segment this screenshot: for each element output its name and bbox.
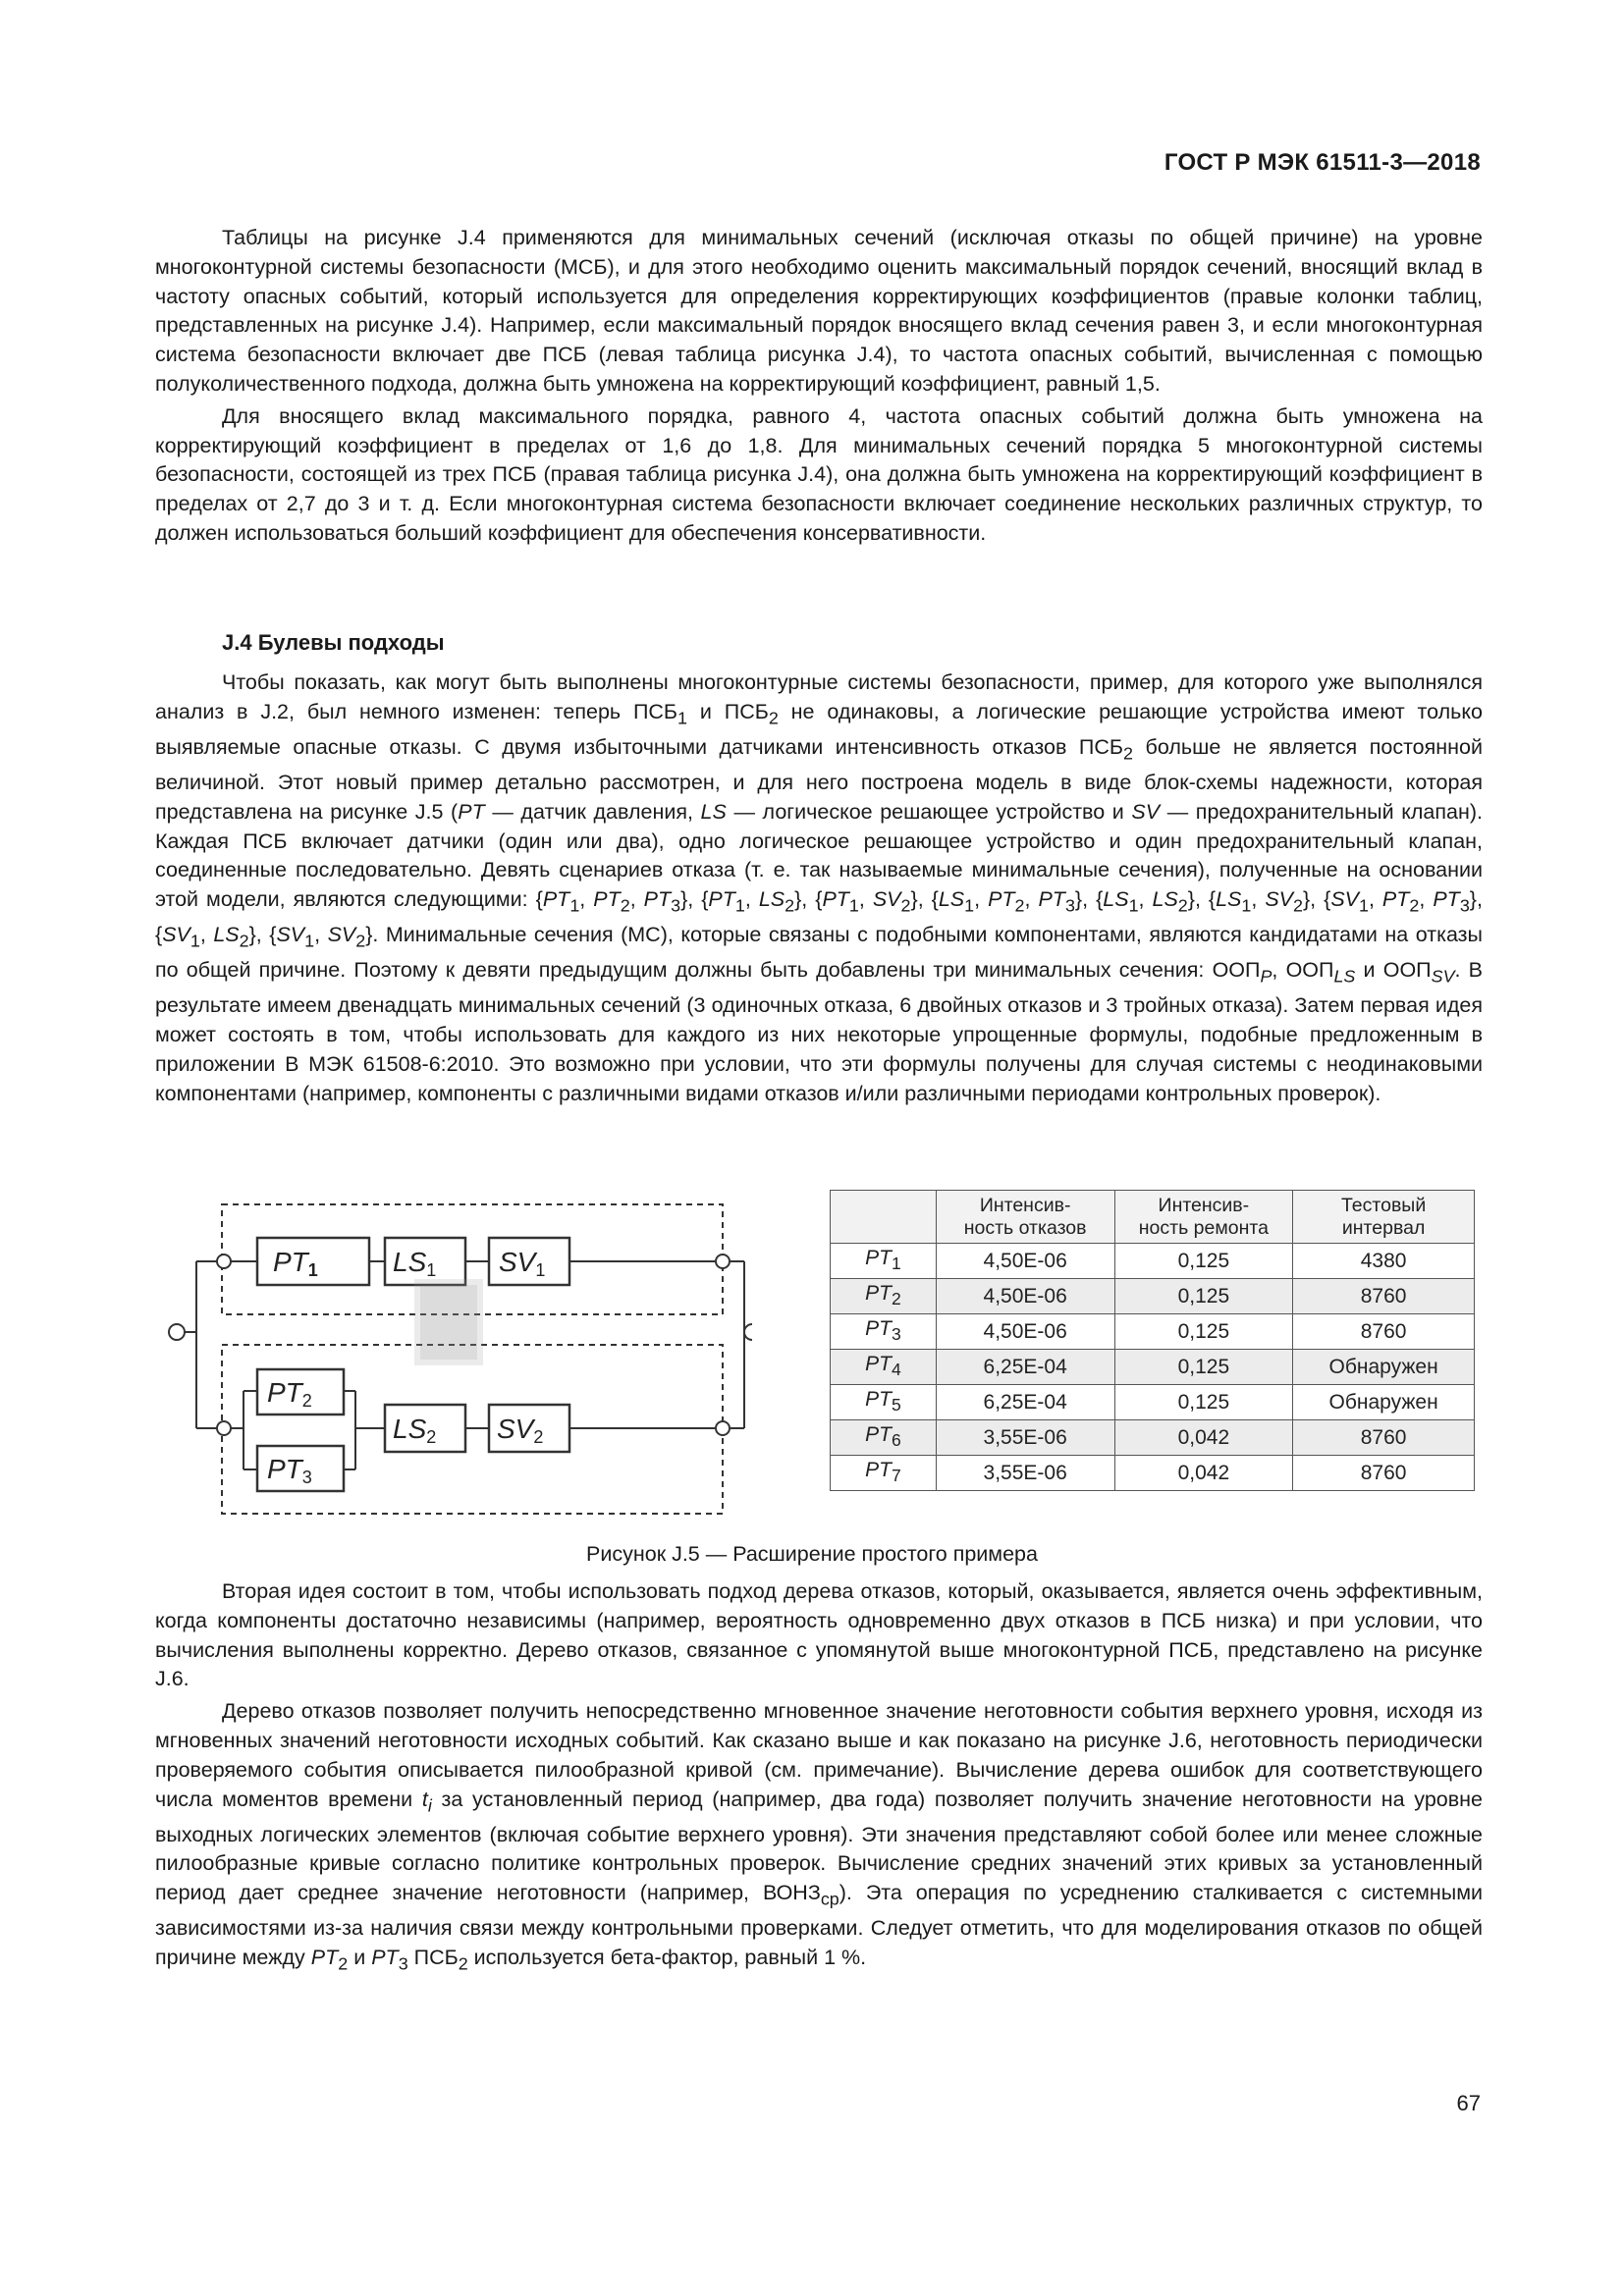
failure-rate-cell: 6,25E-04 (936, 1385, 1114, 1420)
svg-text:PT3: PT3 (267, 1454, 312, 1487)
failure-rate-cell: 6,25E-04 (936, 1350, 1114, 1385)
failure-rate-cell: 4,50E-06 (936, 1279, 1114, 1314)
component-label: $PT_4$ (831, 1350, 937, 1385)
minimal-cut-sets: {$PT_1$, $PT_2$, $PT_3$}, {$PT_1$, $LS_2$}, {$PT_1$, $SV_2$}, {$LS_1$, $PT_2$, $PT_3$}, {$LS_1$, $LS_2$}, {$LS_1$, $SV_2$}, {$SV_1$, $PT_2$, $PT_3$}, {$SV_1$, $LS_2$}, {$SV_1$, $SV_2$} (155, 887, 1483, 951)
table-header-row (831, 1191, 1475, 1244)
test-interval-cell: 4380 (1293, 1244, 1475, 1279)
output-node (744, 1324, 752, 1340)
table-body (831, 1244, 1475, 1491)
paragraph: Дерево отказов позволяет получить непосредственно мгновенное значение неготовности события верхнего уровня, исходя из мгновенных значений неготовности исходных событий. Как сказано выше и как показано на рисунке J.6, неготовность периодически проверяемого события описывается пилообразной кривой (см. примечание). Вычисление дерева ошибок для соответствующего числа моментов времени $t_i$ за установленный период (например, два года) позволяет получить значение неготовности на уровне выходных логических элементов (включая событие верхнего уровня). Эти значения представляют собой более или менее сложные пилообразные кривые согласно политике контрольных проверок. Вычисление средних значений этих кривых за установленный период дает среднее значение неготовности (например, $ВОНЗ_{ср}$). Эта операция по усреднению сталкивается с системными зависимостями из-за наличия связи между контрольными проверками. Следует отметить, что для моделирования отказов по общей причине между $PT_2$ и $PT_3$ $ПСБ_2$ используется бета-фактор, равный 1 %. (155, 1699, 1483, 1974)
paragraph: Для вносящего вклад максимального порядка, равного 4, частота опасных событий должна быть умножена на корректирующий коэффициент в пределах от 1,6 до 1,8. Для минимальных сечений порядка 5 многоконтурной системы безопасности, состоящей из трех ПСБ (правая таблица рисунка J.4), она должна быть умножена на корректирующий коэффициент в пределах от 2,7 до 3 и т. д. Если многоконтурная система безопасности включает соединение нескольких различных структур, то должен использоваться больший коэффициент для обеспечения консервативности. (155, 403, 1483, 545)
table-row (831, 1385, 1475, 1420)
failure-rate-cell: 4,50E-06 (936, 1244, 1114, 1279)
input-node (169, 1324, 185, 1340)
section-heading: J.4 Булевы подходы (222, 630, 445, 655)
component-label: $PT_6$ (831, 1420, 937, 1456)
table-header-cell: Тестовый интервал (1293, 1191, 1475, 1244)
component-label: $PT_3$ (831, 1314, 937, 1350)
test-interval-cell: Обнаружен (1293, 1385, 1475, 1420)
paragraph: Чтобы показать, как могут быть выполнены многоконтурные системы безопасности, пример, для которого уже выполнялся анализ в J.2, был немного изменен: теперь $ПСБ_1$ и $ПСБ_2$ не одинаковы, а логические решающие устройства имеют только выявляемые опасные отказы. С двумя избыточными датчиками интенсивность отказов $ПСБ_2$ больше не является постоянной величиной. Этот новый пример детально рассмотрен, и для него построена модель в виде блок-схемы надежности, которая представлена на рисунке J.5 (PT — датчик давления, LS — логическое решающее устройство и SV — предохранительный клапан). Каждая ПСБ включает датчики (один или два), одно логическое решающее устройство и один предохранительный клапан, соединенные последовательно. Девять сценариев отказа (т. е. так называемые минимальные сечения), полученные на основании этой модели, являются следующими: {$PT_1$, $PT_2$, $PT_3$}, {$PT_1$, $LS_2$}, {$PT_1$, $SV_2$}, {$LS_1$, $PT_2$, $PT_3$}, {$LS_1$, $LS_2$}, {$LS_1$, $SV_2$}, {$SV_1$, $PT_2$, $PT_3$}, {$SV_1$, $LS_2$}, {$SV_1$, $SV_2$}. Минимальные сечения (МС), которые связаны с подобными компонентами, являются кандидатами на отказы по общей причине. Поэтому к девяти предыдущим должны быть добавлены три минимальных сечения: $ООП_P$, $ООП_{LS}$ и $ООП_{SV}$. В результате имеем двенадцать минимальных сечений (3 одиночных отказа, 6 двойных отказов и 3 тройных отказа). Затем первая идея может состоять в том, чтобы использовать для каждого из них некоторые упрощенные формулы, подобные предложенным в приложении В МЭК 61508-6:2010. Это возможно при условии, что эти формулы получены для случая системы с неодинаковыми компонентами (например, компоненты с различными видами отказов и/или различными периодами контрольных проверок). (155, 670, 1483, 1105)
section-continuation-text (155, 1577, 1483, 1979)
repair-rate-cell: 0,042 (1114, 1420, 1293, 1456)
component-label: $PT_7$ (831, 1456, 937, 1491)
svg-text:LS2: LS2 (393, 1414, 437, 1447)
table-header-cell: Интенсив- ность отказов (936, 1191, 1114, 1244)
table-row (831, 1279, 1475, 1314)
repair-rate-cell: 0,125 (1114, 1350, 1293, 1385)
component-label: $PT_1$ (831, 1244, 937, 1279)
repair-rate-cell: 0,042 (1114, 1456, 1293, 1491)
repair-rate-cell: 0,125 (1114, 1244, 1293, 1279)
ccf-noise-marker (414, 1279, 483, 1365)
table-row (831, 1314, 1475, 1350)
svg-text:PT2: PT2 (267, 1377, 312, 1411)
repair-rate-cell: 0,125 (1114, 1385, 1293, 1420)
svg-text:SV1: SV1 (499, 1247, 546, 1280)
svg-text:LS1: LS1 (393, 1247, 437, 1280)
component-label: $PT_2$ (831, 1279, 937, 1314)
table-row (831, 1350, 1475, 1385)
svg-text:SV2: SV2 (497, 1414, 544, 1447)
failure-rate-cell: 3,55E-06 (936, 1456, 1114, 1491)
table-header-cell (831, 1191, 937, 1244)
failure-rate-cell: 3,55E-06 (936, 1420, 1114, 1456)
standard-header: ГОСТ Р МЭК 61511-3—2018 (1164, 149, 1481, 176)
table-row (831, 1420, 1475, 1456)
repair-rate-cell: 0,125 (1114, 1314, 1293, 1350)
table-row (831, 1244, 1475, 1279)
reliability-block-diagram (163, 1183, 752, 1517)
test-interval-cell: 8760 (1293, 1456, 1475, 1491)
table-header-cell: Интенсив- ность ремонта (1114, 1191, 1293, 1244)
intro-text (155, 224, 1483, 549)
paragraph: Таблицы на рисунке J.4 применяются для минимальных сечений (исключая отказы по общей причине) на уровне многоконтурной системы безопасности (МСБ), и для этого необходимо оценить максимальный порядок сечений, вносящий вклад в частоту опасных событий, который используется для определения корректирующих коэффициентов (правые колонки таблиц, представленных на рисунке J.4). Например, если максимальный порядок вносящего вклад сечения равен 3, и если многоконтурная система безопасности включает две ПСБ (левая таблица рисунка J.4), то частота опасных событий, вычисленная с помощью полуколичественного подхода, должна быть умножена на корректирующий коэффициент, равный 1,5. (155, 226, 1483, 396)
test-interval-cell: 8760 (1293, 1279, 1475, 1314)
failure-rate-cell: 4,50E-06 (936, 1314, 1114, 1350)
repair-rate-cell: 0,125 (1114, 1279, 1293, 1314)
test-interval-cell: Обнаружен (1293, 1350, 1475, 1385)
page-number: 67 (1456, 2091, 1481, 2115)
component-label: $PT_5$ (831, 1385, 937, 1420)
table-row (831, 1456, 1475, 1491)
test-interval-cell: 8760 (1293, 1420, 1475, 1456)
test-interval-cell: 8760 (1293, 1314, 1475, 1350)
figure-caption: Рисунок J.5 — Расширение простого примера (586, 1542, 1038, 1566)
paragraph: Вторая идея состоит в том, чтобы использовать подход дерева отказов, который, оказывается, является очень эффективным, когда компоненты достаточно независимы (например, вероятность одновременно двух отказов в ПСБ низка) и при условии, что вычисления выполнены корректно. Дерево отказов, связанное с упомянутой выше многоконтурной ПСБ, представлено на рисунке J.6. (155, 1579, 1483, 1691)
section-j4-text (155, 668, 1483, 1109)
svg-text:PT1: PT1 (273, 1247, 318, 1280)
parameters-table (830, 1190, 1475, 1491)
